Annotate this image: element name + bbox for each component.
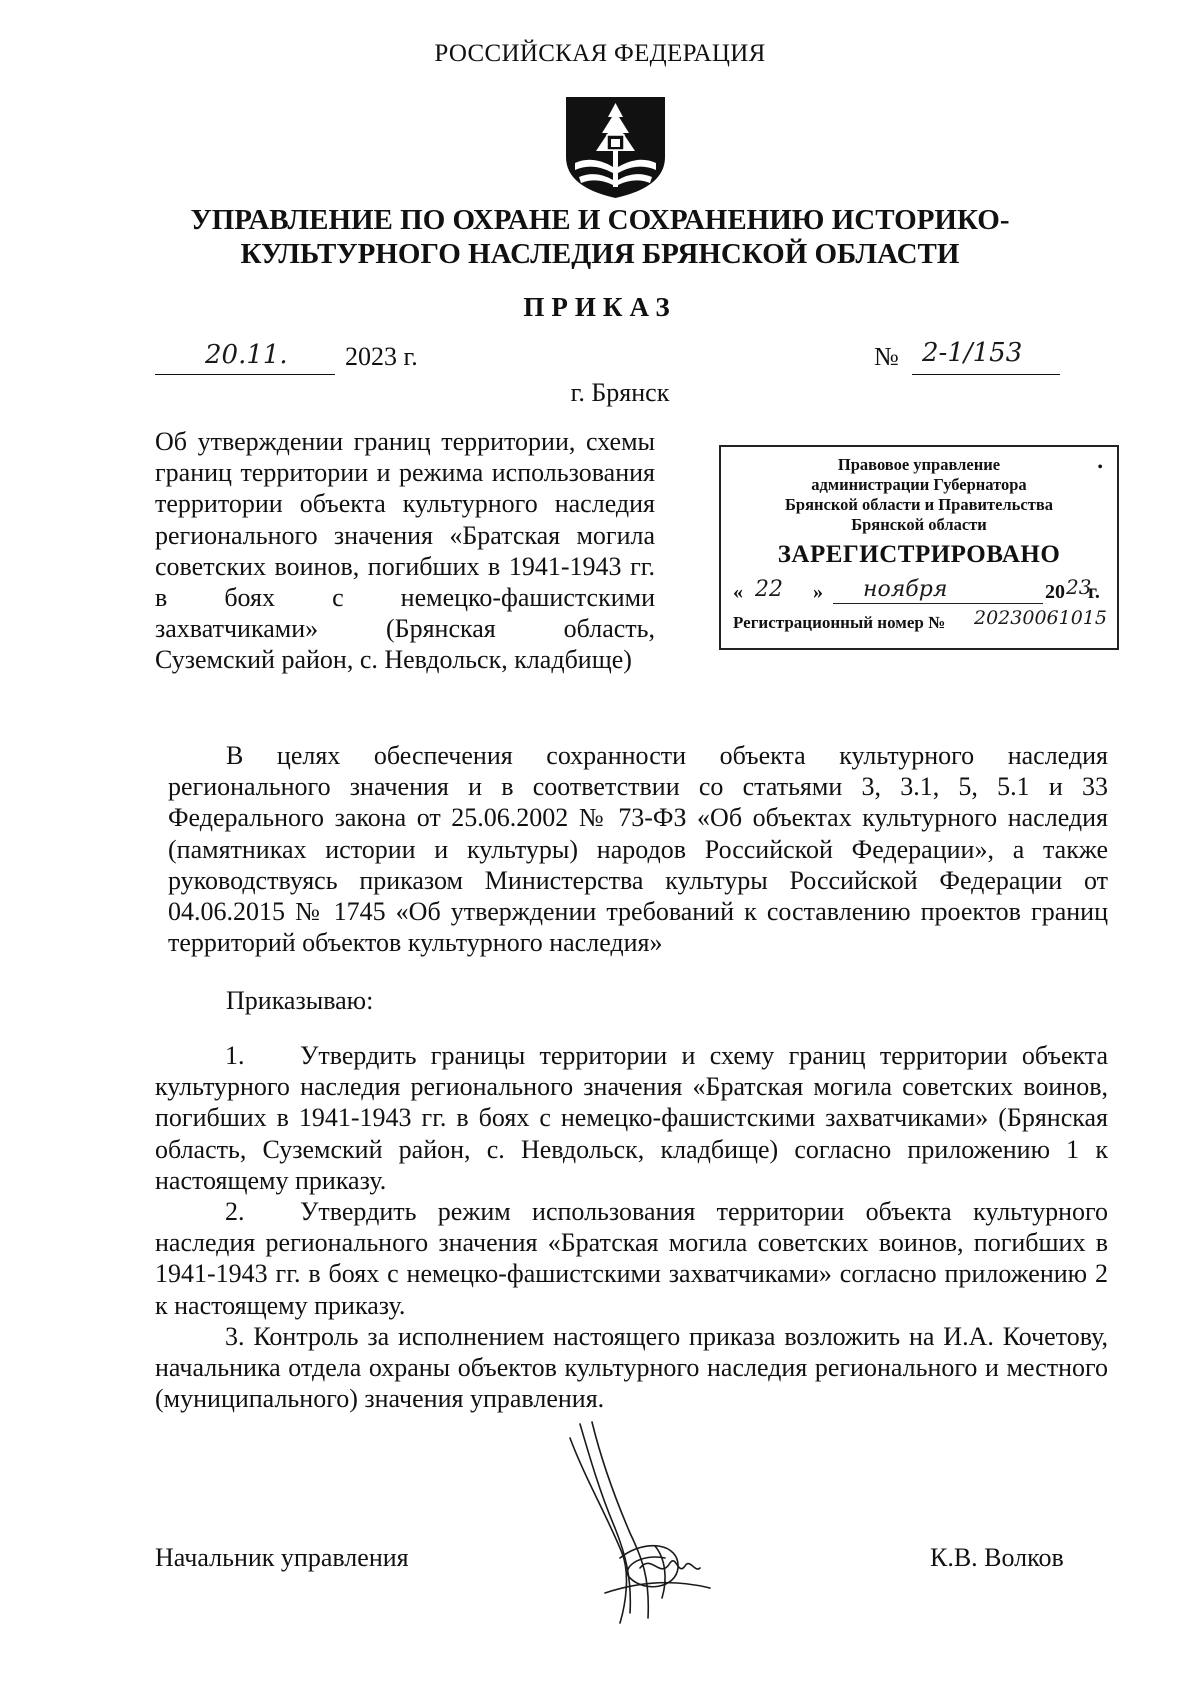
order-item-text: Утвердить границы территории и схему границ территории объекта культурного наследия регионального значения «Братская могила советских воинов, погибших в 1941-1943 гг. в боях с немецко-фашистскими захватчиками» (Брянская область, Суземский район, с. Невдольск, кладбище) согласно приложению 1 к настоящему приказу.	[155, 1041, 1108, 1195]
order-word: Приказываю:	[226, 986, 374, 1015]
handwritten-signature-icon	[560, 1418, 740, 1633]
stamp-quote-open: «	[733, 581, 743, 603]
country-heading: РОССИЙСКАЯ ФЕДЕРАЦИЯ	[434, 40, 766, 67]
order-item-1	[155, 1040, 1108, 1196]
stamp-month-handwritten: ноября	[863, 577, 948, 602]
order-item-number: 1.	[225, 1041, 245, 1070]
order-number-sign: №	[874, 342, 899, 371]
stamp-date	[733, 575, 1108, 609]
document-type: ПРИКАЗ	[523, 292, 677, 322]
order-item-text: Контроль за исполнением настоящего приказа возложить на И.А. Кочетову, начальника отдела охраны объектов культурного наследия регионального и местного (муниципального) значения управления.	[155, 1321, 1108, 1414]
order-item-text: Утвердить режим использования территории объекта культурного наследия регионального значения «Братская могила советских воинов, погибших в 1941-1943 гг. в боях с немецко-фашистскими захватчиками» согласно приложению 2 к настоящему приказу.	[155, 1197, 1108, 1320]
order-item-3	[155, 1321, 1108, 1415]
stamp-date-underline	[833, 603, 1043, 604]
stamp-status: ЗАРЕГИСТРИРОВАНО	[777, 541, 1061, 568]
stamp-dot: •	[1097, 459, 1103, 476]
order-year: 2023 г.	[345, 342, 418, 371]
stamp-org-line-2: администрации Губернатора	[811, 475, 1027, 494]
stamp-year-suffix: г.	[1088, 581, 1100, 603]
organization-line-2: КУЛЬТУРНОГО НАСЛЕДИЯ БРЯНСКОЙ ОБЛАСТИ	[240, 238, 960, 270]
bryansk-emblem-icon	[563, 95, 668, 200]
order-subject: Об утверждении границ территории, схемы границ территории и режима использования территории объекта культурного наследия регионального значения «Братская могила советских воинов, погибших в 1941-1943 гг. в боях с немецко-фашистскими захватчиками» (Брянская область, Суземский район, с. Невдольск, кладбище)	[155, 427, 655, 675]
stamp-reg-number-label: Регистрационный номер №	[733, 613, 946, 632]
order-city: г. Брянск	[570, 378, 670, 407]
stamp-reg-number-handwritten: 20230061015	[974, 607, 1107, 629]
order-items	[155, 1040, 1108, 1414]
stamp-organization	[721, 455, 1117, 535]
stamp-org-line-3: Брянской области и Правительства	[785, 495, 1053, 514]
stamp-org-line-4: Брянской области	[851, 515, 987, 534]
organization-line-1: УПРАВЛЕНИЕ ПО ОХРАНЕ И СОХРАНЕНИЮ ИСТОРИКО-	[190, 204, 1010, 236]
stamp-day-handwritten: 22	[755, 577, 783, 602]
organization-name	[150, 203, 1050, 271]
stamp-year-prefix: 20	[1045, 581, 1065, 603]
stamp-year-handwritten: 23	[1066, 575, 1092, 599]
signatory-position: Начальник управления	[155, 1543, 409, 1572]
order-item-number: 2.	[225, 1197, 245, 1227]
order-date-handwritten: 20.11.	[205, 340, 288, 370]
preamble-paragraph: В целях обеспечения сохранности объекта культурного наследия регионального значения и в соответствии со статьями 3, 3.1, 5, 5.1 и 33 Федерального закона от 25.06.2002 № 73-ФЗ «Об объектах культурного наследия (памятниках истории и культуры) народов Российской Федерации», а также руководствуясь приказом Министерства культуры Российской Федерации от 04.06.2015 № 1745 «Об утверждении требований к составлению проектов границ территорий объектов культурного наследия»	[168, 741, 1108, 958]
stamp-org-line-1: Правовое управление	[837, 455, 1001, 474]
order-number-handwritten: 2-1/153	[922, 338, 1023, 368]
registration-stamp	[719, 445, 1119, 650]
order-item-number: 3.	[225, 1321, 245, 1351]
order-item-2	[155, 1196, 1108, 1321]
signatory-name: К.В. Волков	[930, 1543, 1064, 1572]
stamp-quote-close: »	[813, 581, 823, 603]
